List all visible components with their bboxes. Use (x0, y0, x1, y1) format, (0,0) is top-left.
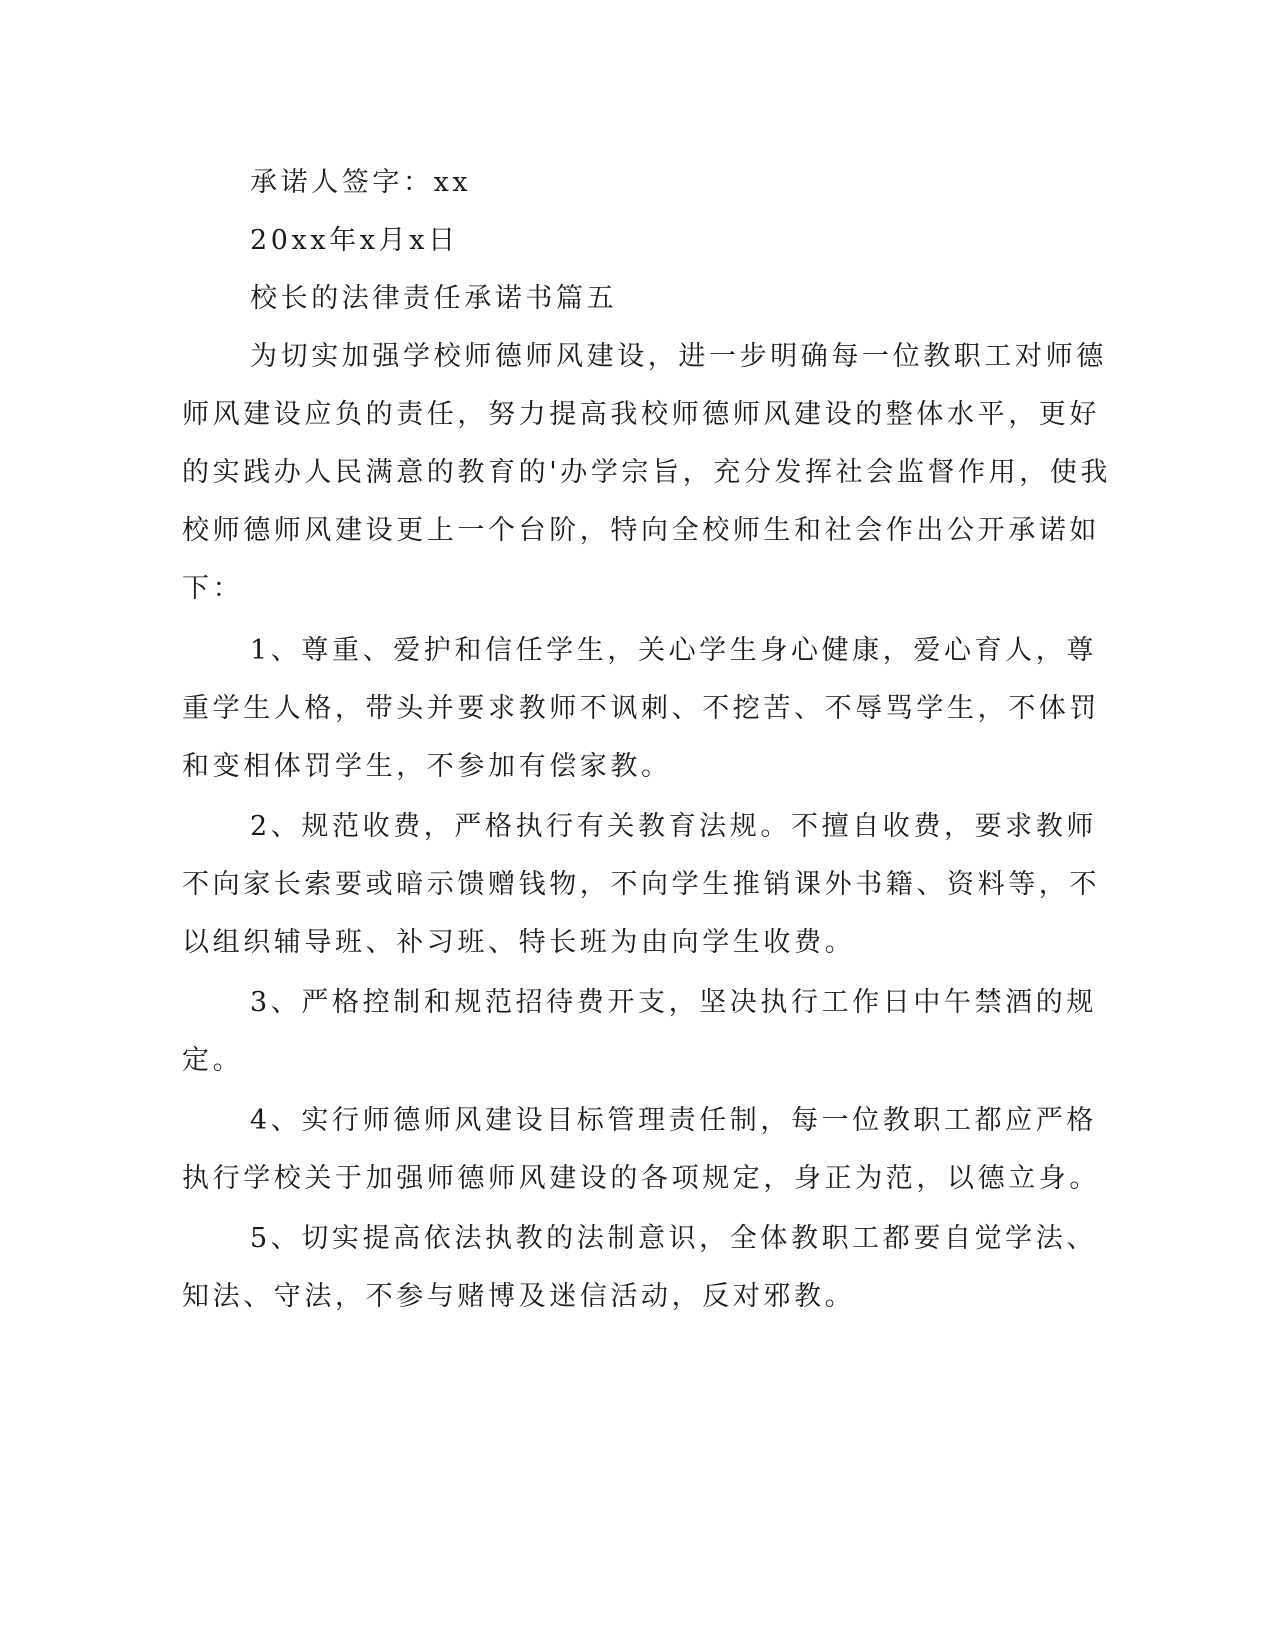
paragraph-line: 5、切实提高依法执教的法制意识，全体教职工都要自觉学法、 (250, 1223, 1097, 1254)
paragraph-line: 校师德师风建设更上一个台阶，特向全校师生和社会作出公开承诺如 (182, 515, 1100, 546)
paragraph-line: 执行学校关于加强师德师风建设的各项规定，身正为范，以德立身。 (182, 1163, 1100, 1194)
paragraph-line: 3、严格控制和规范招待费开支，坚决执行工作日中午禁酒的规 (250, 987, 1097, 1018)
paragraph-line: 的实践办人民满意的教育的'办学宗旨，充分发挥社会监督作用，使我 (182, 457, 1112, 488)
paragraph-line: 2、规范收费，严格执行有关教育法规。不擅自收费，要求教师 (250, 811, 1097, 842)
signature-label: 承诺人签字：xx (250, 167, 472, 198)
paragraph-line: 为切实加强学校师德师风建设，进一步明确每一位教职工对师德 (250, 341, 1107, 372)
paragraph-line: 和变相体罚学生，不参加有偿家教。 (182, 751, 672, 782)
paragraph-line: 定。 (182, 1045, 244, 1076)
section-title: 校长的法律责任承诺书篇五 (250, 283, 618, 314)
signature-date: 20xx年x月x日 (250, 225, 459, 256)
paragraph-line: 不向家长索要或暗示馈赠钱物，不向学生推销课外书籍、资料等，不 (182, 869, 1100, 900)
paragraph-line: 4、实行师德师风建设目标管理责任制，每一位教职工都应严格 (250, 1105, 1097, 1136)
paragraph-line: 以组织辅导班、补习班、特长班为由向学生收费。 (182, 927, 856, 958)
paragraph-line: 重学生人格，带头并要求教师不讽刺、不挖苦、不辱骂学生，不体罚 (182, 693, 1100, 724)
paragraph-line: 下： (182, 573, 244, 604)
paragraph-line: 1、尊重、爱护和信任学生，关心学生身心健康，爱心育人，尊 (250, 635, 1097, 666)
paragraph-line: 师风建设应负的责任，努力提高我校师德师风建设的整体水平，更好 (182, 399, 1100, 430)
paragraph-line: 知法、守法，不参与赌博及迷信活动，反对邪教。 (182, 1281, 856, 1312)
